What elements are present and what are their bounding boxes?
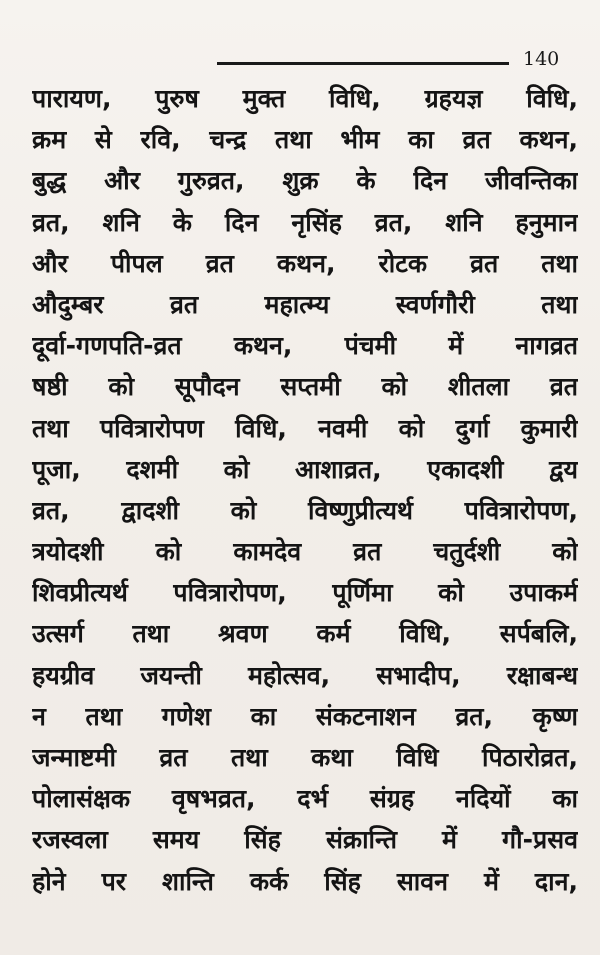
text-line: औदुम्बर व्रत महात्म्य स्वर्णगौरी तथा	[32, 289, 578, 319]
text-line: रजस्वला समय सिंह संक्रान्ति में गौ-प्रसव	[32, 825, 578, 855]
text-line: हयग्रीव जयन्ती महोत्सव, सभादीप, रक्षाबन्ध	[32, 660, 578, 690]
text-line: न तथा गणेश का संकटनाशन व्रत, कृष्ण	[32, 701, 578, 731]
text-line: पोलासंक्षक वृषभव्रत, दर्भ संग्रह नदियों का	[32, 784, 578, 814]
text-line: शिवप्रीत्यर्थ पवित्रारोपण, पूर्णिमा को उपाकर्म	[32, 578, 578, 608]
text-line: षष्ठी को सूपौदन सप्तमी को शीतला व्रत	[32, 372, 578, 402]
text-line: होने पर शान्ति कर्क सिंह सावन में दान,	[32, 866, 578, 896]
text-line: पारायण, पुरुष मुक्त विधि, ग्रहयज्ञ विधि,	[32, 84, 578, 113]
text-line: व्रत, शनि के दिन नृसिंह व्रत, शनि हनुमान	[32, 207, 578, 237]
text-line: क्रम से रवि, चन्द्र तथा भीम का व्रत कथन,	[32, 125, 578, 155]
page-number: 140	[523, 48, 560, 70]
text-line: तथा पवित्रारोपण विधि, नवमी को दुर्गा कुमारी	[32, 413, 578, 443]
text-line: पूजा, दशमी को आशाव्रत, एकादशी द्वय	[32, 454, 578, 484]
header-rule	[217, 62, 509, 65]
text-line: त्रयोदशी को कामदेव व्रत चतुर्दशी को	[32, 537, 578, 567]
text-line: व्रत, द्वादशी को विष्णुप्रीत्यर्थ पवित्रारोपण,	[32, 495, 578, 525]
text-line: बुद्ध और गुरुव्रत, शुक्र के दिन जीवन्तिका	[32, 166, 578, 196]
text-line: दूर्वा-गणपति-व्रत कथन, पंचमी में नागव्रत	[32, 331, 578, 361]
text-line: और पीपल व्रत कथन, रोटक व्रत तथा	[32, 248, 578, 278]
text-line: जन्माष्टमी व्रत तथा कथा विधि पिठारोव्रत,	[32, 743, 578, 772]
text-line: उत्सर्ग तथा श्रवण कर्म विधि, सर्पबलि,	[32, 619, 578, 649]
body-text	[32, 78, 578, 902]
